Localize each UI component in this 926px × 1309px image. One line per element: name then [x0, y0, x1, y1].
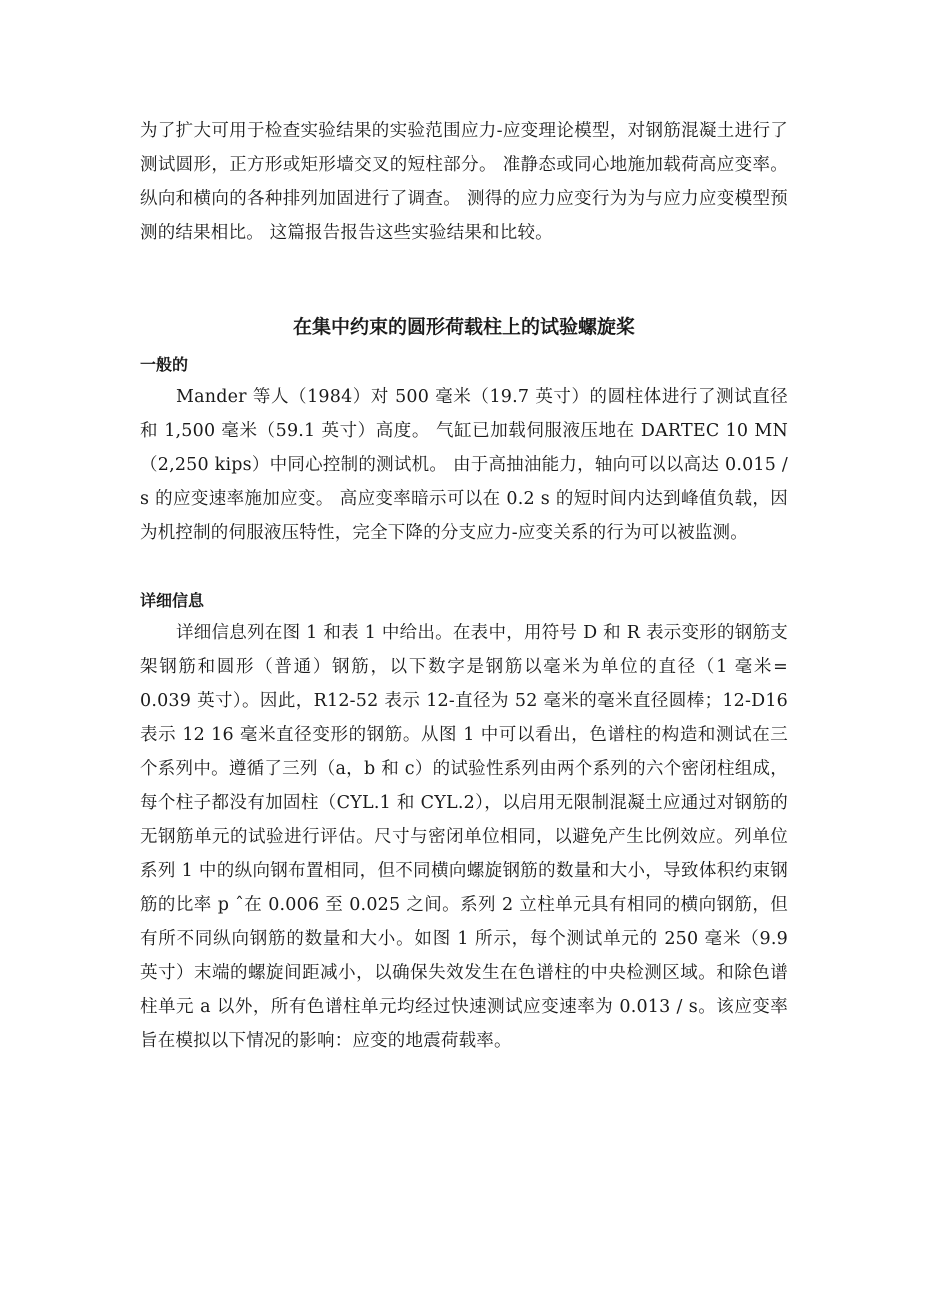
details-paragraph: 详细信息列在图 1 和表 1 中给出。在表中，用符号 D 和 R 表示变形的钢筋支架钢筋和圆形（普通）钢筋，以下数字是钢筋以毫米为单位的直径（1 毫米= 0.039 英寸）。因此，R12-52 表示 12-直径为 52 毫米的毫米直径圆棒；12-D16 表示 12 16 毫米直径变形的钢筋。从图 1 中可以看出，色谱柱的构造和测试在三个系列中。遵循了三列（a，b 和 c）的试验性系列由两个系列的六个密闭柱组成，每个柱子都没有加固柱（CYL.1 和 CYL.2），以启用无限制混凝土应通过对钢筋的无钢筋单元的试验进行评估。尺寸与密闭单位相同，以避免产生比例效应。列单位系列 1 中的纵向钢布置相同，但不同横向螺旋钢筋的数量和大小，导致体积约束钢筋的比率 p ˆ在 0.006 至 0.025 之间。系列 2 立柱单元具有相同的横向钢筋，但有所不同纵向钢筋的数量和大小。如图 1 所示，每个测试单元的 250 毫米（9.9 英寸）末端的螺旋间距减小，以确保失效发生在色谱柱的中央检测区域。和除色谱柱单元 a 以外，所有色谱柱单元均经过快速测试应变速率为 0.013 / s。该应变率旨在模拟以下情况的影响：应变的地震荷载率。	[140, 623, 788, 1051]
document-body	[140, 114, 788, 1058]
general-paragraph: Mander 等人（1984）对 500 毫米（19.7 英寸）的圆柱体进行了测试直径和 1,500 毫米（59.1 英寸）高度。 气缸已加载伺服液压地在 DARTEC 10 MN（2,250 kips）中同心控制的测试机。 由于高抽油能力，轴向可以以高达 0.015 / s 的应变速率施加应变。 高应变率暗示可以在 0.2 s 的短时间内达到峰值负载，因为机控制的伺服液压特性，完全下降的分支应力-应变关系的行为可以被监测。	[140, 387, 788, 543]
general-heading: 一般的	[140, 355, 189, 374]
section-title: 在集中约束的圆形荷载柱上的试验螺旋桨	[292, 316, 635, 338]
details-heading: 详细信息	[140, 591, 205, 610]
intro-paragraph: 为了扩大可用于检查实验结果的实验范围应力-应变理论模型，对钢筋混凝土进行了测试圆形，正方形或矩形墙交叉的短柱部分。 准静态或同心地施加载荷高应变率。 纵向和横向的各种排列加固进行了调查。 测得的应力应变行为为与应力应变模型预测的结果相比。 这篇报告报告这些实验结果和比较。	[140, 121, 788, 243]
